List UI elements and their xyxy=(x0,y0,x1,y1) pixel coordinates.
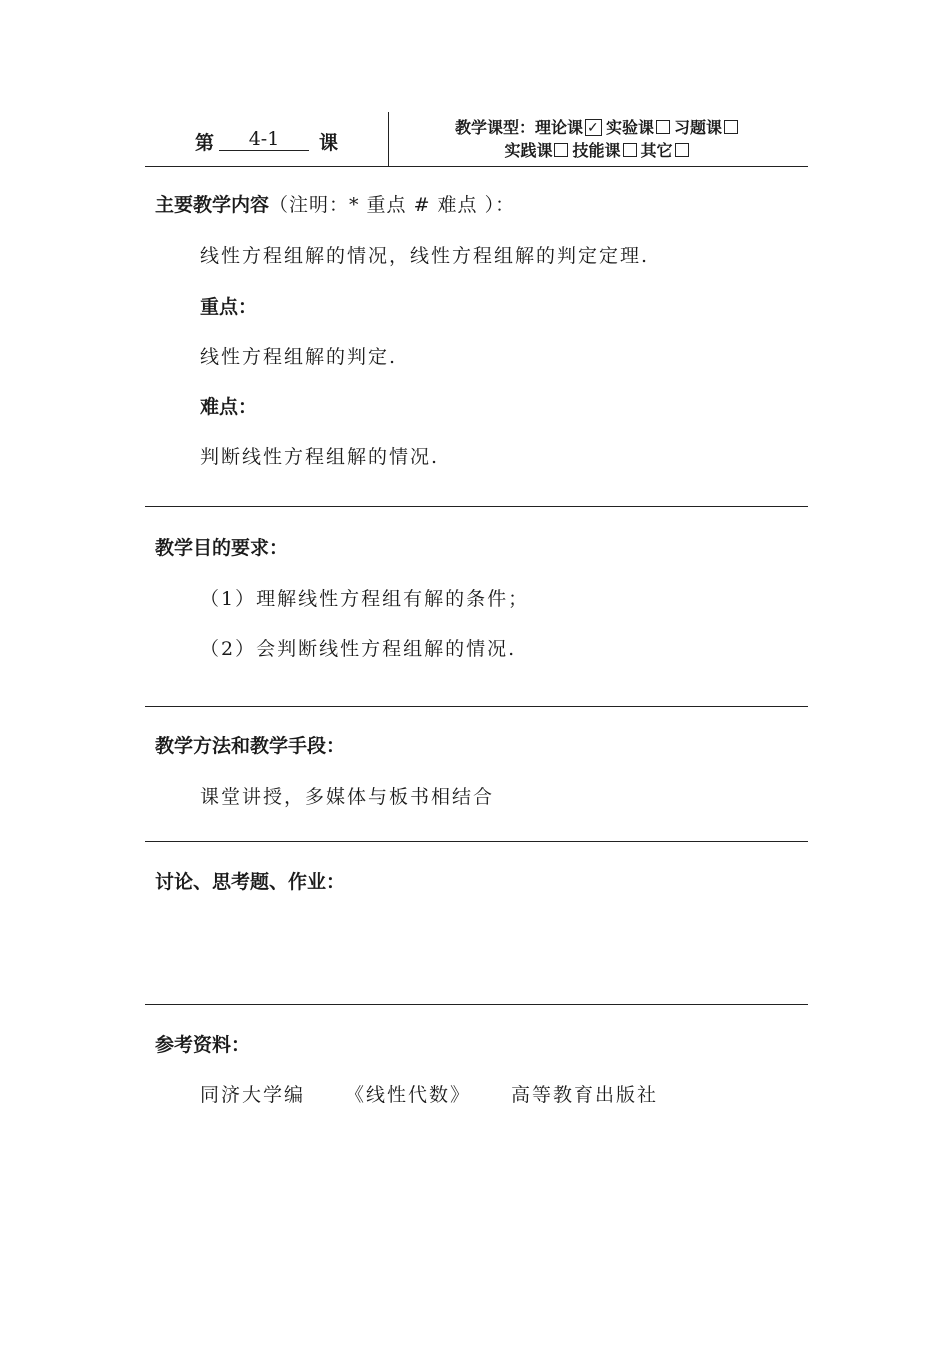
references-title: 参考资料： xyxy=(155,1034,251,1056)
reference-entry xyxy=(200,1080,658,1107)
main-content-note: （注明：* 重点 # 难点 ）： xyxy=(269,194,516,216)
checkbox-practice-icon[interactable] xyxy=(554,143,568,157)
reference-publisher: 高等教育出版社 xyxy=(511,1084,659,1106)
type-label-exercise: 习题课 xyxy=(674,118,723,137)
lesson-number-cell xyxy=(145,112,389,166)
lesson-prefix: 第 xyxy=(195,132,215,154)
checkbox-experiment-icon[interactable] xyxy=(656,120,670,134)
main-content-title: 主要教学内容 xyxy=(155,194,270,216)
divider xyxy=(145,706,808,707)
checkbox-theory-checked-icon[interactable] xyxy=(585,119,602,136)
course-type-row-1 xyxy=(389,116,808,139)
divider xyxy=(145,1004,808,1005)
checkbox-exercise-icon[interactable] xyxy=(724,120,738,134)
divider xyxy=(145,841,808,842)
divider xyxy=(145,506,808,507)
lesson-suffix: 课 xyxy=(319,132,339,154)
difficulty-label: 难点： xyxy=(200,396,258,418)
reference-author: 同济大学编 xyxy=(200,1084,306,1106)
course-type-label: 教学课型： xyxy=(454,118,535,137)
course-type-row-2 xyxy=(389,139,808,162)
main-content-heading xyxy=(155,190,515,217)
discussion-title: 讨论、思考题、作业： xyxy=(155,871,346,893)
objectives-title: 教学目的要求： xyxy=(155,537,289,559)
reference-book: 《线性代数》 xyxy=(345,1084,472,1106)
course-type-cell xyxy=(389,116,808,162)
methods-text: 课堂讲授，多媒体与板书相结合 xyxy=(200,786,495,808)
type-label-practice: 实践课 xyxy=(504,141,553,160)
key-point-text: 线性方程组解的判定. xyxy=(200,346,398,368)
type-label-experiment: 实验课 xyxy=(606,118,655,137)
main-content-text: 线性方程组解的情况，线性方程组解的判定定理. xyxy=(200,245,650,267)
checkbox-other-icon[interactable] xyxy=(675,143,689,157)
type-label-skill: 技能课 xyxy=(572,141,621,160)
key-point-label: 重点： xyxy=(200,296,258,318)
type-label-other: 其它 xyxy=(640,141,673,160)
objective-item-1: （1）理解线性方程组有解的条件； xyxy=(200,588,530,610)
type-label-theory: 理论课 xyxy=(534,118,583,137)
checkbox-skill-icon[interactable] xyxy=(623,143,637,157)
methods-title: 教学方法和教学手段： xyxy=(155,735,346,757)
difficulty-text: 判断线性方程组解的情况. xyxy=(200,446,440,468)
lesson-header xyxy=(145,112,808,167)
objective-item-2: （2）会判断线性方程组解的情况. xyxy=(200,638,517,660)
lesson-number: 4-1 xyxy=(219,128,309,151)
